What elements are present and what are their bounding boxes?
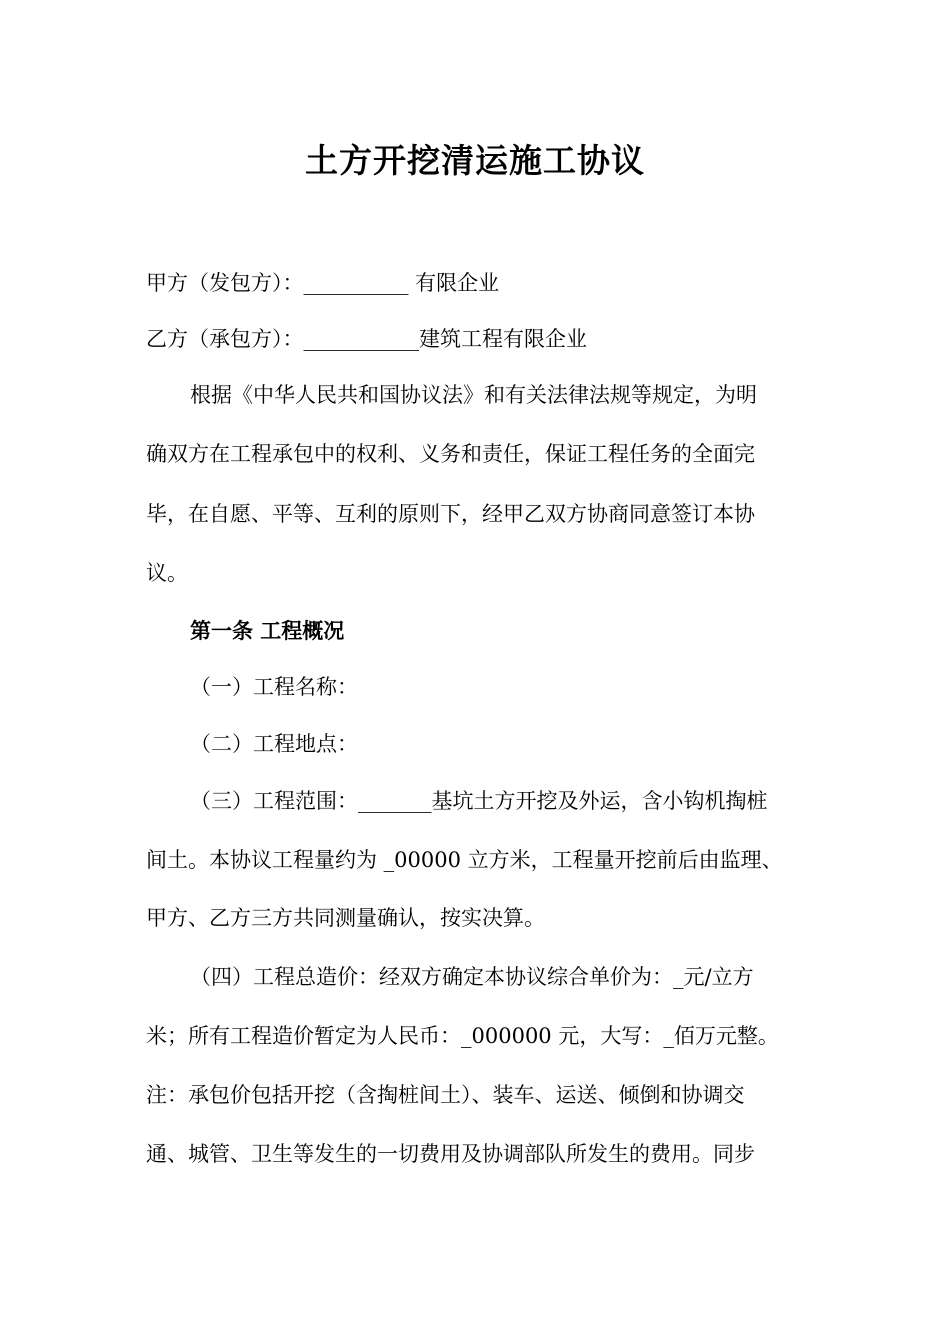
party-a-line: 甲方（发包方）：__________ 有限企业: [146, 271, 500, 295]
preamble-line: 确双方在工程承包中的权利、义务和责任，保证工程任务的全面完: [146, 442, 755, 466]
item-project-scope-line: 甲方、乙方三方共同测量确认，按实决算。: [146, 906, 545, 930]
article-1-heading: 第一条 工程概况: [190, 618, 345, 643]
item-total-cost-line: 注：承包价包括开挖（含掏桩间土）、装车、运送、倾倒和协调交: [146, 1083, 745, 1107]
preamble-line: 毕，在自愿、平等、互利的原则下，经甲乙双方协商同意签订本协: [146, 502, 755, 526]
item-total-cost-line: （四）工程总造价：经双方确定本协议综合单价为：_元/立方: [190, 965, 754, 989]
item-total-cost-line: 米；所有工程造价暂定为人民币：_000000 元，大写：_佰万元整。: [146, 1024, 779, 1048]
item-project-location: （二）工程地点：: [190, 732, 358, 756]
item-project-scope-line: （三）工程范围：_______基坑土方开挖及外运，含小钩机掏桩: [190, 789, 768, 813]
item-total-cost-line: 通、城管、卫生等发生的一切费用及协调部队所发生的费用。同步: [146, 1142, 755, 1166]
item-project-name: （一）工程名称：: [190, 675, 358, 699]
preamble-line: 根据《中华人民共和国协议法》和有关法律法规等规定，为明: [190, 383, 757, 407]
party-b-line: 乙方（承包方）：___________建筑工程有限企业: [146, 327, 587, 351]
document-title: 土方开挖清运施工协议: [305, 141, 645, 180]
preamble-line: 议。: [146, 561, 188, 585]
item-project-scope-line: 间土。本协议工程量约为 _00000 立方米，工程量开挖前后由监理、: [146, 848, 783, 872]
